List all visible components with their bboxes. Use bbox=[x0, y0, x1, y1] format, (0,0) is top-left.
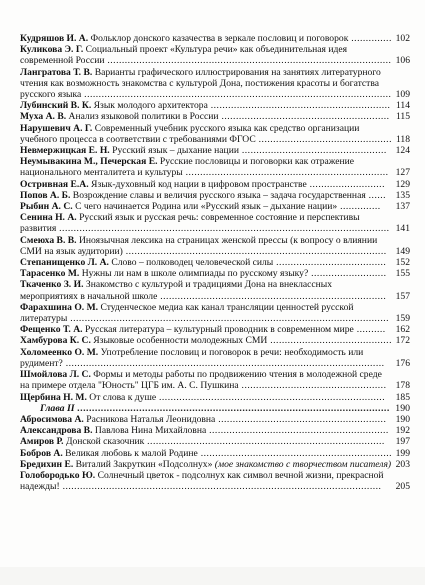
entry-title-continued: идея современной России bbox=[20, 44, 348, 67]
entry-author: Шмойлова Л. С. bbox=[20, 369, 91, 381]
leader-dots: .............................................................. bbox=[206, 425, 389, 437]
entry-title: Студенческое медиа как канал трансляции ценностей bbox=[100, 301, 320, 313]
entry-page-number: 127 bbox=[392, 167, 410, 178]
leader-dots: .................................................................. bbox=[197, 447, 393, 459]
entry-title: Формы и методы работы по продвижению чтения в bbox=[93, 369, 304, 381]
leader-dots: .............................................................................................................. bbox=[59, 481, 382, 493]
entry-page-number: 176 bbox=[392, 358, 410, 369]
entry-author: Лангратова Т. В. bbox=[20, 66, 93, 78]
entry-title: Нужны ли нам в школе олимпиады по русскому языку? bbox=[81, 268, 309, 280]
entry-note: (мое знакомство с творчеством писателя) bbox=[214, 458, 392, 470]
toc-entry bbox=[20, 33, 410, 44]
toc-entry bbox=[20, 212, 410, 234]
entry-author: Рыбин А. С. bbox=[20, 201, 73, 213]
entry-title: Русский язык и русская речь: современное состояние и bbox=[79, 212, 305, 224]
leader-dots: ...................................................................... bbox=[182, 167, 389, 179]
entry-page-number: 149 bbox=[392, 246, 410, 257]
entry-title-continued: отражение национального менталитета и культуры bbox=[20, 156, 355, 179]
toc-entry bbox=[20, 335, 410, 346]
toc-entry bbox=[20, 201, 410, 212]
page-bottom-edge bbox=[0, 567, 425, 585]
entry-title: Иноязычная лексика на страницах женской прессы bbox=[78, 234, 288, 246]
entry-title: Язык молодого архитектора bbox=[93, 100, 208, 112]
entry-title: Употребление пословиц и поговорок в речи: bbox=[100, 346, 282, 358]
entry-page-number: 118 bbox=[392, 134, 410, 145]
leader-dots: .................................................................................................................. bbox=[56, 223, 390, 235]
entry-title: Виталий Закруткин «Подсолнух» bbox=[75, 458, 213, 470]
entry-title: Знакомство с культурой и традициями Дона на внеклассных bbox=[85, 279, 333, 291]
entry-page-number: 178 bbox=[392, 380, 410, 391]
entry-page-number: 185 bbox=[392, 392, 410, 403]
entry-author: Неумывакина М., Печерская Е. bbox=[20, 156, 158, 168]
entry-page-number: 109 bbox=[392, 89, 410, 100]
leader-dots: .................................................................................................. bbox=[104, 55, 392, 67]
section-title: Глава II bbox=[40, 402, 75, 414]
entry-author: Холомеенко О. М. bbox=[20, 346, 99, 358]
entry-author: Невмержицкая Е. Н. bbox=[20, 145, 110, 157]
entry-page-number: 124 bbox=[392, 145, 410, 156]
leader-dots: .............................................................................................................. bbox=[62, 357, 385, 369]
entry-author: Сенина Н. А. bbox=[20, 212, 77, 224]
entry-author: Голобородько Ю. bbox=[20, 469, 96, 481]
entry-page-number: 199 bbox=[392, 448, 410, 459]
entry-title-continued: мероприятиях в начальной школе bbox=[20, 290, 158, 302]
entry-page-number: 106 bbox=[392, 55, 410, 66]
leader-dots: .............................................................................. bbox=[156, 391, 386, 403]
leader-dots: ...... bbox=[365, 189, 387, 201]
leader-dots: .......................... bbox=[306, 178, 385, 190]
entry-author: Фарахшина О. М. bbox=[20, 301, 99, 313]
leader-dots: .......................... bbox=[308, 268, 387, 280]
entry-author: Нарушевич А. Г. bbox=[20, 122, 93, 134]
entry-author: Хамбурова К. С. bbox=[20, 335, 91, 347]
entry-author: Кудряшов И. А. bbox=[20, 33, 89, 44]
toc-entry bbox=[20, 67, 410, 101]
toc-entry bbox=[20, 100, 410, 111]
entry-title: Языковые особенности молодежных СМИ bbox=[93, 335, 268, 347]
entry-title-continued: (к вопросу о влиянии СМИ на язык аудитории) bbox=[20, 234, 378, 257]
toc-entry bbox=[20, 156, 410, 178]
leader-dots: .............................................................................. bbox=[157, 290, 387, 302]
entry-author: Смеюха В. В. bbox=[20, 234, 77, 246]
entry-title: Русские пословицы и поговорки как bbox=[159, 156, 309, 168]
leader-dots: .............. bbox=[337, 201, 381, 213]
entry-title-continued: организации учебного процесса в соответствии с требованиями ФГОС bbox=[20, 122, 360, 145]
table-of-contents bbox=[20, 33, 410, 492]
entry-page-number: 129 bbox=[392, 179, 410, 190]
leader-dots: .................................................. bbox=[238, 380, 387, 392]
toc-entry bbox=[20, 436, 410, 447]
leader-dots: .......................................................... bbox=[218, 111, 390, 123]
entry-title: Донской сказочник bbox=[65, 436, 145, 448]
entry-title-continued: перспективы развития bbox=[20, 212, 360, 235]
leader-dots: ...................................... bbox=[273, 257, 387, 269]
leader-dots: .......................................................................................... bbox=[122, 245, 387, 257]
entry-title: От слова к душе bbox=[89, 391, 157, 403]
leader-dots: .............................................................................................................. bbox=[67, 313, 390, 325]
toc-entry bbox=[20, 369, 410, 391]
entry-page-number: 205 bbox=[392, 481, 410, 492]
entry-title: Русская литература – культурный проводник в современном bbox=[84, 324, 332, 336]
entry-page-number: 115 bbox=[392, 111, 410, 122]
entry-author: Степанищенко Л. А. bbox=[20, 257, 109, 269]
entry-title: Павлова Нина Михайловна bbox=[94, 425, 207, 437]
entry-page-number: 155 bbox=[392, 268, 410, 279]
toc-entry bbox=[20, 123, 410, 145]
entry-title: Солнечный цветок - подсолнух как символ вечной жизни, bbox=[97, 469, 334, 481]
toc-entry bbox=[20, 111, 410, 122]
entry-author: Щербина Н. М. bbox=[20, 391, 87, 403]
entry-author: Муха А. В. bbox=[20, 111, 67, 123]
entry-title: Язык-духовный код нации в цифровом пространстве bbox=[91, 178, 307, 190]
entry-title-continued: необходимость или рудимент? bbox=[20, 346, 364, 369]
toc-entry bbox=[20, 268, 410, 279]
entry-title: Социальный проект «Культура речи» как объединительная bbox=[85, 44, 326, 56]
toc-entry bbox=[20, 425, 410, 436]
leader-dots: .......................................................................................................... bbox=[81, 89, 392, 101]
entry-author: Тарасенко М. bbox=[20, 268, 80, 280]
entry-title: Русский язык – дыхание нации bbox=[112, 145, 239, 157]
entry-author: Фещенко Т. А. bbox=[20, 324, 83, 336]
leader-dots: .............................................. bbox=[255, 133, 392, 145]
entry-title: Фольклор донского казачества в зеркале пословиц и bbox=[90, 33, 305, 44]
entry-page-number: 141 bbox=[392, 223, 410, 234]
entry-author: Бредихин Е. bbox=[20, 458, 74, 470]
entry-author: Бобров А. bbox=[20, 447, 63, 459]
toc-entry bbox=[20, 257, 410, 268]
entry-page-number: 137 bbox=[392, 201, 410, 212]
leader-dots: .............. bbox=[348, 33, 392, 44]
toc-entry bbox=[20, 459, 410, 470]
entry-page-number: 114 bbox=[392, 100, 410, 111]
entry-page-number: 197 bbox=[392, 436, 410, 447]
toc-entry bbox=[20, 448, 410, 459]
entry-page-number: 162 bbox=[392, 324, 410, 335]
entry-title-continued: поговорок bbox=[306, 33, 349, 44]
leader-dots: .......................................................................................................... bbox=[74, 402, 391, 414]
entry-page-number: 190 bbox=[392, 414, 410, 425]
entry-author: Александрова В. bbox=[20, 425, 93, 437]
entry-title: Варианты графического иллюстрирования на занятиях bbox=[94, 66, 320, 78]
toc-entry bbox=[20, 235, 410, 257]
entry-page-number: 152 bbox=[392, 257, 410, 268]
toc-entry bbox=[20, 324, 410, 335]
entry-title: Возрождение славы и величия русского языка – задача bbox=[72, 189, 297, 201]
entry-title-continued: прекрасной надежды! bbox=[20, 469, 384, 493]
entry-author: Куликова Э. Г. bbox=[20, 44, 84, 56]
entry-title: Расникова Наталья Леонидовна bbox=[86, 413, 216, 425]
entry-title-continued: государственная bbox=[298, 189, 366, 201]
entry-title-continued: литературного чтения как возможность знакомства с культурой Дона, постижения красоты и богатства русского языка bbox=[20, 66, 381, 101]
entry-author: Попов А. Б. bbox=[20, 189, 71, 201]
entry-title: Анализ языковой политики в России bbox=[68, 111, 219, 123]
entry-page-number: 172 bbox=[392, 335, 410, 346]
entry-title-continued: русской литературы bbox=[20, 301, 354, 325]
entry-page-number: 192 bbox=[392, 425, 410, 436]
entry-title-continued: мире bbox=[333, 324, 354, 336]
leader-dots: .......... bbox=[353, 324, 386, 336]
section-heading bbox=[20, 403, 410, 414]
entry-title: Великая любовь к малой Родине bbox=[65, 447, 198, 459]
section-page-number: 190 bbox=[392, 403, 410, 414]
toc-entry bbox=[20, 190, 410, 201]
entry-title: Слово – полководец человеческой силы bbox=[111, 257, 274, 269]
entry-page-number: 102 bbox=[392, 33, 410, 44]
entry-page-number: 159 bbox=[392, 313, 410, 324]
toc-entry bbox=[20, 414, 410, 425]
toc-entry bbox=[20, 44, 410, 66]
entry-author: Лубинский В. К. bbox=[20, 100, 92, 112]
toc-entry bbox=[20, 392, 410, 403]
toc-entry bbox=[20, 179, 410, 190]
leader-dots: .................................................................................. bbox=[144, 436, 385, 448]
leader-dots: .......................................................... bbox=[215, 413, 387, 425]
leader-dots: .................................................. bbox=[238, 145, 387, 157]
entry-author: Остривная Е.А. bbox=[20, 178, 89, 190]
entry-title-continued: молодежной среде на примере отдела "Юность" ЦГБ им. А. С. Пушкина bbox=[20, 369, 382, 392]
toc-entry bbox=[20, 145, 410, 156]
entry-page-number: 157 bbox=[392, 291, 410, 302]
toc-entry bbox=[20, 302, 410, 324]
toc-entry bbox=[20, 347, 410, 369]
toc-entry bbox=[20, 470, 410, 492]
entry-title: Современный учебник русского языка как средство bbox=[94, 122, 306, 134]
leader-dots: .............................................................. bbox=[207, 100, 391, 112]
leader-dots: .......................................... bbox=[267, 335, 392, 347]
entry-page-number: 135 bbox=[392, 190, 410, 201]
entry-author: Амиров Р. bbox=[20, 436, 64, 448]
entry-author: Ткаченко З. И. bbox=[20, 279, 84, 291]
toc-entry bbox=[20, 279, 410, 301]
entry-page-number: 203 bbox=[392, 459, 410, 470]
entry-title: С чего начинается Родина или «Русский язык – дыхание нации» bbox=[75, 201, 338, 213]
entry-author: Абросимова А. bbox=[20, 413, 84, 425]
